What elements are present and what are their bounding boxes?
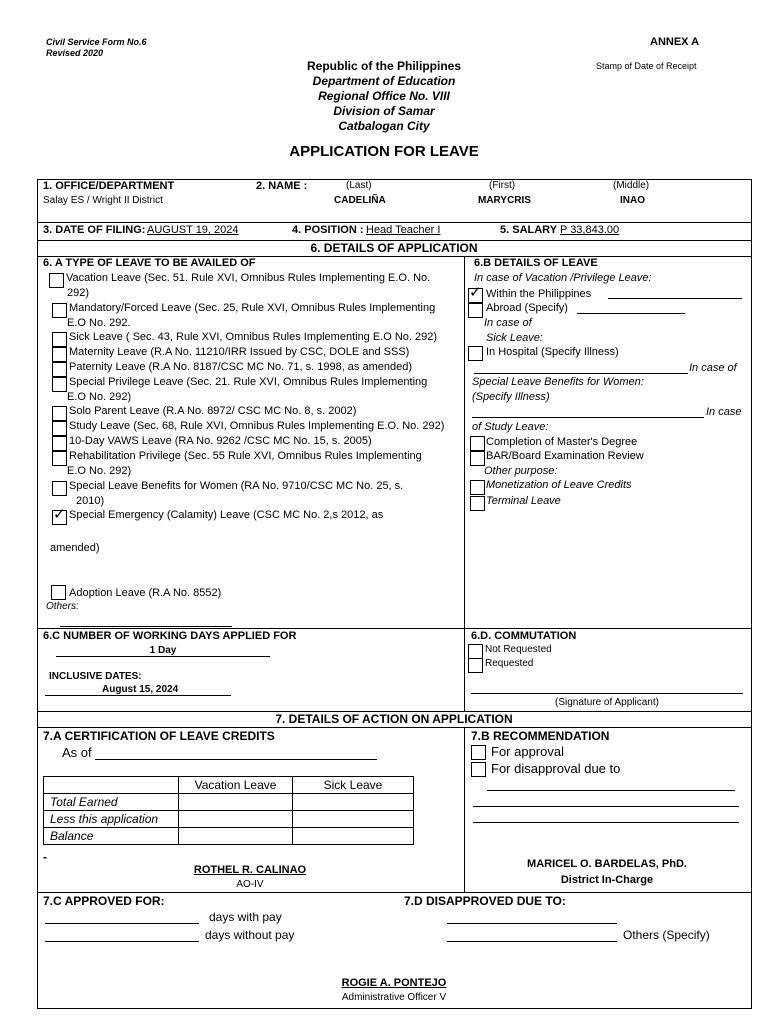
terminal-leave-checkbox[interactable]: [470, 496, 485, 511]
balance-label: Balance: [44, 828, 179, 845]
details-application-heading: 6. DETAILS OF APPLICATION: [310, 241, 478, 255]
hospital-illness-field[interactable]: [474, 373, 688, 374]
dash-mark: -: [43, 850, 47, 864]
sick-leave-label: Sick Leave:: [486, 332, 543, 344]
salary-value[interactable]: P 33,843.00: [560, 224, 620, 236]
leave-type-label-continued: 292): [67, 287, 90, 299]
salary-label: 5. SALARY: [500, 224, 558, 236]
study-leave-label: of Study Leave:: [472, 421, 549, 433]
balance-sick-cell[interactable]: [293, 828, 414, 845]
office-value: Salay ES / Wright II District: [43, 195, 163, 206]
checkmark-icon: ✓: [469, 284, 482, 301]
total-earned-vacation-cell[interactable]: [179, 794, 293, 811]
stamp-receipt-label: Stamp of Date of Receipt: [596, 61, 697, 71]
date-filing-value[interactable]: AUGUST 19, 2024: [147, 224, 239, 236]
name-label: 2. NAME :: [256, 180, 308, 192]
inclusive-dates-field[interactable]: [45, 695, 231, 696]
within-philippines-checkbox[interactable]: [468, 284, 483, 303]
leave-type-checkbox[interactable]: [49, 273, 64, 288]
last-name-label: (Last): [346, 180, 372, 191]
leave-type-checkbox[interactable]: [52, 421, 67, 436]
balance-vacation-cell[interactable]: [179, 828, 293, 845]
leave-type-checkbox[interactable]: [52, 377, 67, 392]
less-application-sick-cell[interactable]: [293, 811, 414, 828]
others-field[interactable]: [60, 626, 232, 627]
leave-type-label: Maternity Leave (R.A No. 11210/IRR Issued by CSC, DOLE and SSS): [69, 346, 410, 358]
table-row: [44, 794, 414, 811]
commutation-heading: 6.D. COMMUTATION: [471, 630, 577, 642]
leave-type-label: Solo Parent Leave (R.A No. 8972/ CSC MC No. 8, s. 2002): [69, 405, 357, 417]
leave-type-checkbox[interactable]: [52, 406, 67, 421]
requested-label: Requested: [485, 658, 534, 669]
form-title: APPLICATION FOR LEAVE: [289, 143, 479, 160]
leave-type-label: Vacation Leave (Sec. 51. Rule XVI, Omnibus Rules Implementing E.O. No.: [66, 272, 431, 284]
last-name-value[interactable]: CADELIÑA: [334, 195, 386, 206]
agency-deped: Department of Education: [312, 74, 456, 88]
leave-type-checkbox[interactable]: [52, 506, 67, 525]
leave-type-label: Paternity Leave (R.A No. 8187/CSC MC No. 71, s. 1998, as amended): [69, 361, 413, 373]
table-header-row: [44, 777, 414, 794]
total-earned-label: Total Earned: [44, 794, 179, 811]
table-row: [44, 811, 414, 828]
leave-type-checkbox[interactable]: [52, 332, 67, 347]
agency-division: Division of Samar: [333, 104, 435, 118]
sick-case-label: In case of: [484, 317, 532, 329]
requested-checkbox[interactable]: [468, 658, 483, 673]
women-illness-label: (Specify Illness): [472, 391, 550, 403]
working-days-field[interactable]: [56, 656, 270, 657]
less-application-vacation-cell[interactable]: [179, 811, 293, 828]
office-label: 1. OFFICE/DEPARTMENT: [43, 180, 175, 192]
agency-city: Catbalogan City: [338, 119, 430, 133]
leave-type-label: Study Leave (Sec. 68, Rule XVI, Omnibus Rules Implementing E.O. No. 292): [69, 420, 445, 432]
table-row: [44, 828, 414, 845]
days-with-pay-label: days with pay: [209, 910, 282, 924]
study-case-label: In case: [706, 406, 742, 418]
leave-type-checkbox[interactable]: [52, 347, 67, 362]
certification-heading: 7.A CERTIFICATION OF LEAVE CREDITS: [43, 729, 275, 743]
sick-leave-header: Sick Leave: [293, 777, 414, 794]
approver-position: Administrative Officer V: [341, 992, 447, 1003]
less-application-label: Less this application: [44, 811, 179, 828]
middle-name-value[interactable]: INAO: [620, 195, 645, 206]
action-heading: 7. DETAILS OF ACTION ON APPLICATION: [275, 712, 513, 726]
days-without-pay-label: days without pay: [205, 928, 295, 942]
leave-type-checkbox[interactable]: [52, 362, 67, 377]
women-case-label: In case of: [689, 362, 737, 374]
vacation-leave-header: Vacation Leave: [179, 777, 293, 794]
for-approval-label: For approval: [491, 744, 564, 759]
not-requested-label: Not Requested: [485, 644, 552, 655]
recommender-position: District In-Charge: [560, 874, 654, 886]
working-days-heading: 6.C NUMBER OF WORKING DAYS APPLIED FOR: [43, 630, 297, 642]
first-name-label: (First): [489, 180, 516, 191]
as-of-label: As of: [62, 745, 92, 760]
inclusive-dates-label: INCLUSIVE DATES:: [49, 671, 142, 682]
first-name-value[interactable]: MARYCRIS: [478, 195, 531, 206]
leave-type-label: 10-Day VAWS Leave (RA No. 9262 /CSC MC No. 15, s. 2005): [69, 435, 372, 447]
middle-name-label: (Middle): [613, 180, 650, 191]
in-hospital-label: In Hospital (Specify Illness): [486, 346, 619, 358]
applicant-signature-field[interactable]: [471, 693, 743, 694]
certifier-name: ROTHEL R. CALINAO: [193, 864, 307, 876]
bar-review-label: BAR/Board Examination Review: [486, 450, 644, 462]
total-earned-sick-cell[interactable]: [293, 794, 414, 811]
recommender-name: MARICEL O. BARDELAS, PhD.: [527, 858, 687, 870]
form-number: Civil Service Form No.6: [46, 37, 147, 47]
leave-type-label-continued: E.O No. 292): [67, 391, 132, 403]
approver-name: ROGIE A. PONTEJO: [341, 977, 447, 989]
leave-type-checkbox[interactable]: [52, 436, 67, 451]
monetization-checkbox[interactable]: [470, 480, 485, 495]
bar-review-checkbox[interactable]: [470, 451, 485, 466]
within-philippines-label: Within the Philippines: [486, 288, 592, 300]
disapproved-reason-field-2[interactable]: [447, 941, 617, 942]
masters-degree-checkbox[interactable]: [470, 436, 485, 451]
applicant-signature-label: (Signature of Applicant): [555, 697, 659, 708]
leave-type-label: Mandatory/Forced Leave (Sec. 25, Rule XVI, Omnibus Rules Implementing: [69, 302, 436, 314]
certifier-position: AO-IV: [236, 879, 264, 890]
approved-for-heading: 7.C APPROVED FOR:: [43, 894, 165, 908]
abroad-label: Abroad (Specify): [486, 302, 568, 314]
not-requested-checkbox[interactable]: [468, 644, 483, 659]
annex-label: ANNEX A: [650, 36, 700, 48]
other-purpose-label: Other purpose:: [484, 465, 558, 477]
agency-republic: Republic of the Philippines: [306, 59, 461, 73]
women-benefits-label: Special Leave Benefits for Women:: [472, 376, 644, 388]
agency-region: Regional Office No. VIII: [318, 89, 450, 103]
disapproved-reason-field-1[interactable]: [447, 923, 617, 924]
others-label: Others:: [46, 601, 79, 612]
leave-type-checkbox[interactable]: [52, 303, 67, 318]
leave-type-amended: amended): [50, 542, 100, 554]
position-label: 4. POSITION :: [292, 224, 364, 236]
abroad-field[interactable]: [577, 313, 685, 314]
leave-type-checkbox[interactable]: [52, 451, 67, 466]
others-specify-label: Others (Specify): [623, 928, 710, 942]
leave-type-label: Sick Leave ( Sec. 43, Rule XVI, Omnibus Rules Implementing E.O No. 292): [69, 331, 438, 343]
terminal-leave-label: Terminal Leave: [486, 495, 561, 507]
for-disapproval-label: For disapproval due to: [491, 761, 621, 776]
disapproval-reason-line-2[interactable]: [473, 806, 739, 807]
adoption-leave-checkbox[interactable]: [51, 585, 66, 600]
leave-type-label: Special Emergency (Calamity) Leave (CSC MC No. 2,s 2012, as: [69, 509, 384, 521]
within-philippines-field[interactable]: [608, 298, 742, 299]
in-hospital-checkbox[interactable]: [468, 346, 483, 361]
masters-degree-label: Completion of Master's Degree: [486, 436, 638, 448]
form-revised: Revised 2020: [46, 48, 104, 58]
for-approval-checkbox[interactable]: [471, 745, 486, 760]
leave-type-label: Special Privilege Leave (Sec. 21. Rule XVI, Omnibus Rules Implementing: [69, 376, 428, 388]
leave-type-label: Special Leave Benefits for Women (RA No. 9710/CSC MC No. 25, s.: [69, 480, 404, 492]
vacation-case-label: In case of Vacation /Privilege Leave:: [474, 272, 652, 284]
disapproved-due-heading: 7.D DISAPPROVED DUE TO:: [404, 894, 566, 908]
recommendation-heading: 7.B RECOMMENDATION: [471, 729, 610, 743]
days-with-pay-field[interactable]: [45, 923, 199, 924]
abroad-checkbox[interactable]: [468, 303, 483, 318]
details-leave-heading: 6.B DETAILS OF LEAVE: [474, 257, 598, 269]
leave-type-heading: 6. A TYPE OF LEAVE TO BE AVAILED OF: [43, 257, 256, 269]
days-without-pay-field[interactable]: [45, 941, 199, 942]
as-of-field[interactable]: [95, 759, 377, 760]
monetization-label: Monetization of Leave Credits: [486, 479, 632, 491]
leave-credits-table: [43, 776, 414, 845]
leave-type-label-continued: E.O No. 292.: [67, 317, 131, 329]
women-illness-field[interactable]: [472, 417, 704, 418]
position-value[interactable]: Head Teacher I: [366, 224, 441, 236]
leave-type-label: Rehabilitation Privilege (Sec. 55 Rule XVI, Omnibus Rules Implementing: [69, 450, 422, 462]
leave-type-checkbox[interactable]: [52, 481, 67, 496]
checkmark-icon: ✓: [53, 506, 66, 523]
inclusive-dates-value[interactable]: August 15, 2024: [102, 684, 179, 695]
working-days-value[interactable]: 1 Day: [149, 645, 177, 656]
disapproval-reason-line-1[interactable]: [487, 790, 735, 791]
date-filing-label: 3. DATE OF FILING:: [43, 224, 146, 236]
leave-type-label-continued: E.O No. 292): [67, 465, 132, 477]
adoption-leave-label: Adoption Leave (R.A No. 8552): [69, 587, 222, 599]
for-disapproval-checkbox[interactable]: [471, 762, 486, 777]
leave-type-label-continued: 2010): [76, 495, 105, 507]
disapproval-reason-line-3[interactable]: [473, 822, 739, 823]
